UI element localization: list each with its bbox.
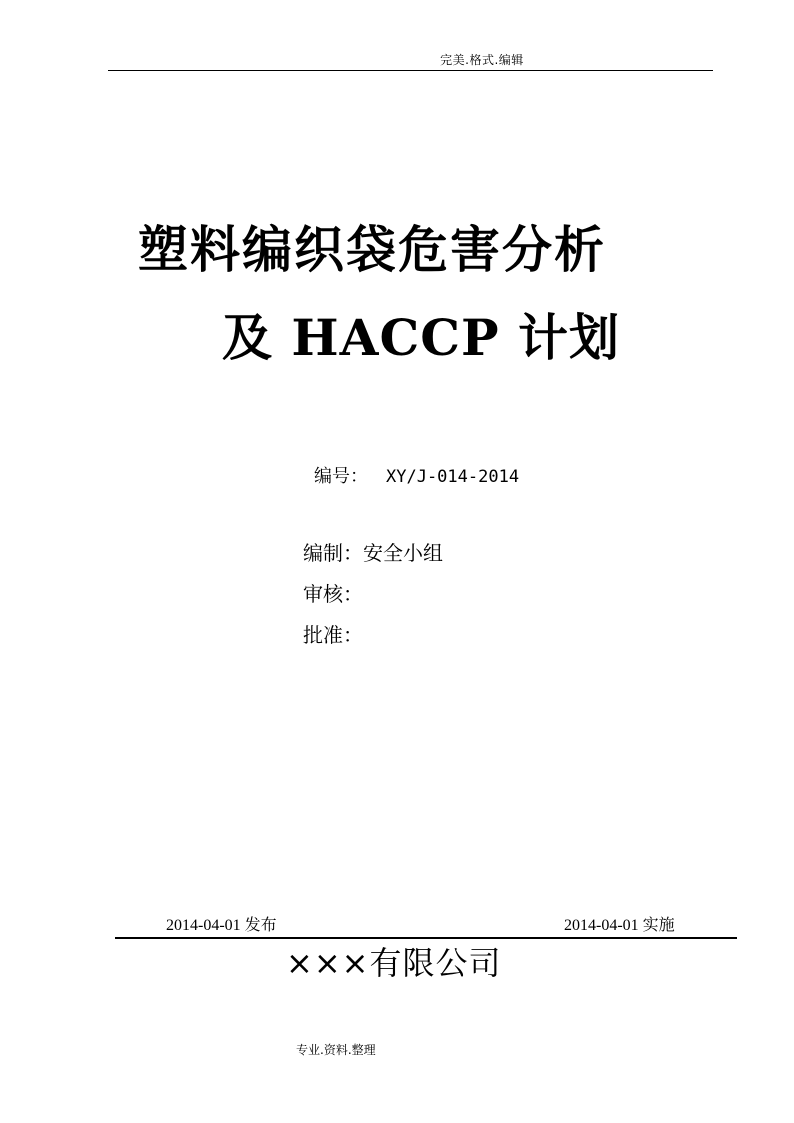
page-header-text: 完美.格式.编辑 <box>440 53 524 67</box>
effective-date: 2014-04-01 实施 <box>564 917 675 934</box>
reviewed-by: 审核： <box>303 582 363 606</box>
document-number <box>314 464 519 490</box>
document-title-line-1: 塑料编织袋危害分析 <box>138 220 606 279</box>
document-number-label: 编号： <box>314 466 368 487</box>
header-rule <box>108 70 713 71</box>
document-number-value: XY/J-014-2014 <box>386 467 520 487</box>
publish-date: 2014-04-01 发布 <box>166 917 277 934</box>
date-divider-rule <box>115 937 737 939</box>
document-title-line-2: 及 HACCP 计划 <box>222 308 621 367</box>
company-name: ×××有限公司 <box>286 944 502 982</box>
approved-by: 批准： <box>303 623 363 647</box>
prepared-by: 编制：安全小组 <box>303 541 443 565</box>
page-footer-text: 专业.资料.整理 <box>296 1043 376 1057</box>
